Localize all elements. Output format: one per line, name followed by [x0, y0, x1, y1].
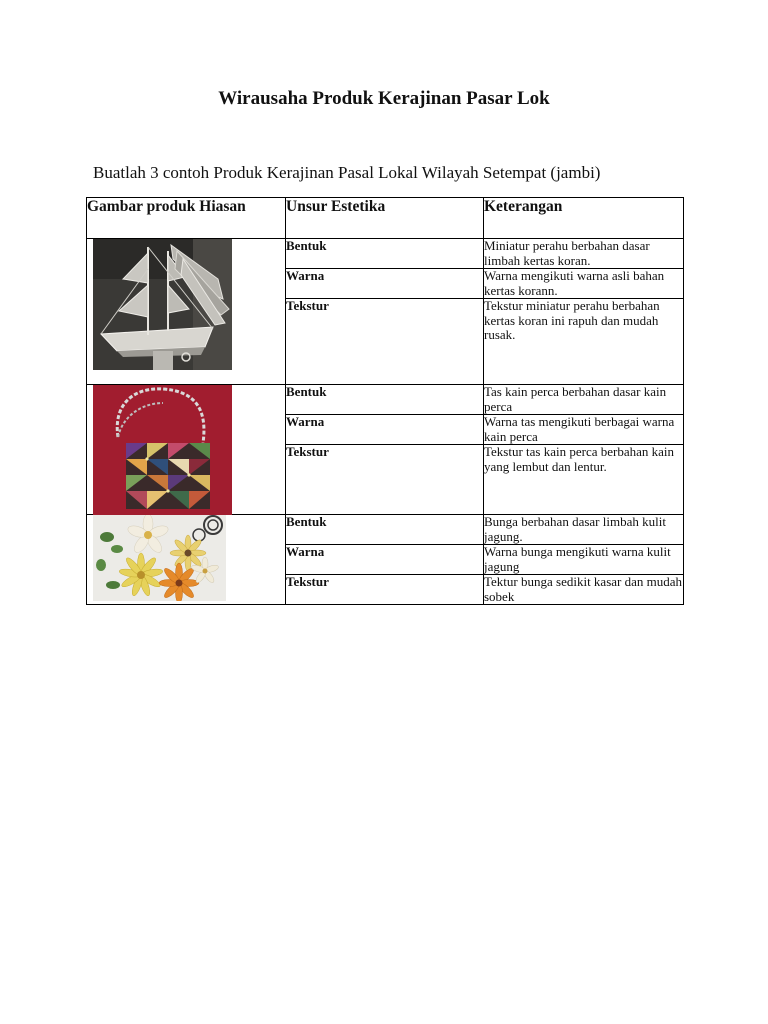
aspect-label: Warna [286, 269, 484, 299]
aspect-description: Tas kain perca berbahan dasar kain perca [484, 385, 684, 415]
table-row [87, 515, 684, 545]
aspect-description: Tekstur tas kain perca berbahan kain yang lembut dan lentur. [484, 445, 684, 515]
table-row [87, 385, 684, 415]
aspect-label: Tekstur [286, 575, 484, 605]
product-table [86, 197, 684, 605]
aspect-description: Tekstur miniatur perahu berbahan kertas koran ini rapuh dan mudah rusak. [484, 299, 684, 385]
aspect-label: Tekstur [286, 445, 484, 515]
aspect-label: Warna [286, 545, 484, 575]
product-image-cell [87, 239, 286, 385]
aspect-description: Warna bunga mengikuti warna kulit jagung [484, 545, 684, 575]
aspect-description: Bunga berbahan dasar limbah kulit jagung. [484, 515, 684, 545]
product-image-cell [87, 385, 286, 515]
header-gambar: Gambar produk Hiasan [87, 198, 286, 239]
table-header-row [87, 198, 684, 239]
header-keterangan: Keterangan [484, 198, 684, 239]
product-image-cell [87, 515, 286, 605]
aspect-label: Bentuk [286, 515, 484, 545]
header-unsur: Unsur Estetika [286, 198, 484, 239]
bag-image [93, 385, 232, 520]
aspect-label: Bentuk [286, 239, 484, 269]
aspect-description: Warna tas mengikuti berbagai warna kain perca [484, 415, 684, 445]
document-title: Wirausaha Produk Kerajinan Pasar Lok [218, 88, 550, 109]
flower-image [93, 515, 226, 606]
table-row [87, 239, 684, 269]
aspect-label: Warna [286, 415, 484, 445]
aspect-label: Bentuk [286, 385, 484, 415]
aspect-label: Tekstur [286, 299, 484, 385]
aspect-description: Miniatur perahu berbahan dasar limbah kertas koran. [484, 239, 684, 269]
instruction-text: Buatlah 3 contoh Produk Kerajinan Pasal Lokal Wilayah Setempat (jambi) [93, 163, 601, 182]
aspect-description: Warna mengikuti warna asli bahan kertas korann. [484, 269, 684, 299]
aspect-description: Tektur bunga sedikit kasar dan mudah sobek [484, 574, 683, 604]
boat-image [93, 239, 232, 375]
